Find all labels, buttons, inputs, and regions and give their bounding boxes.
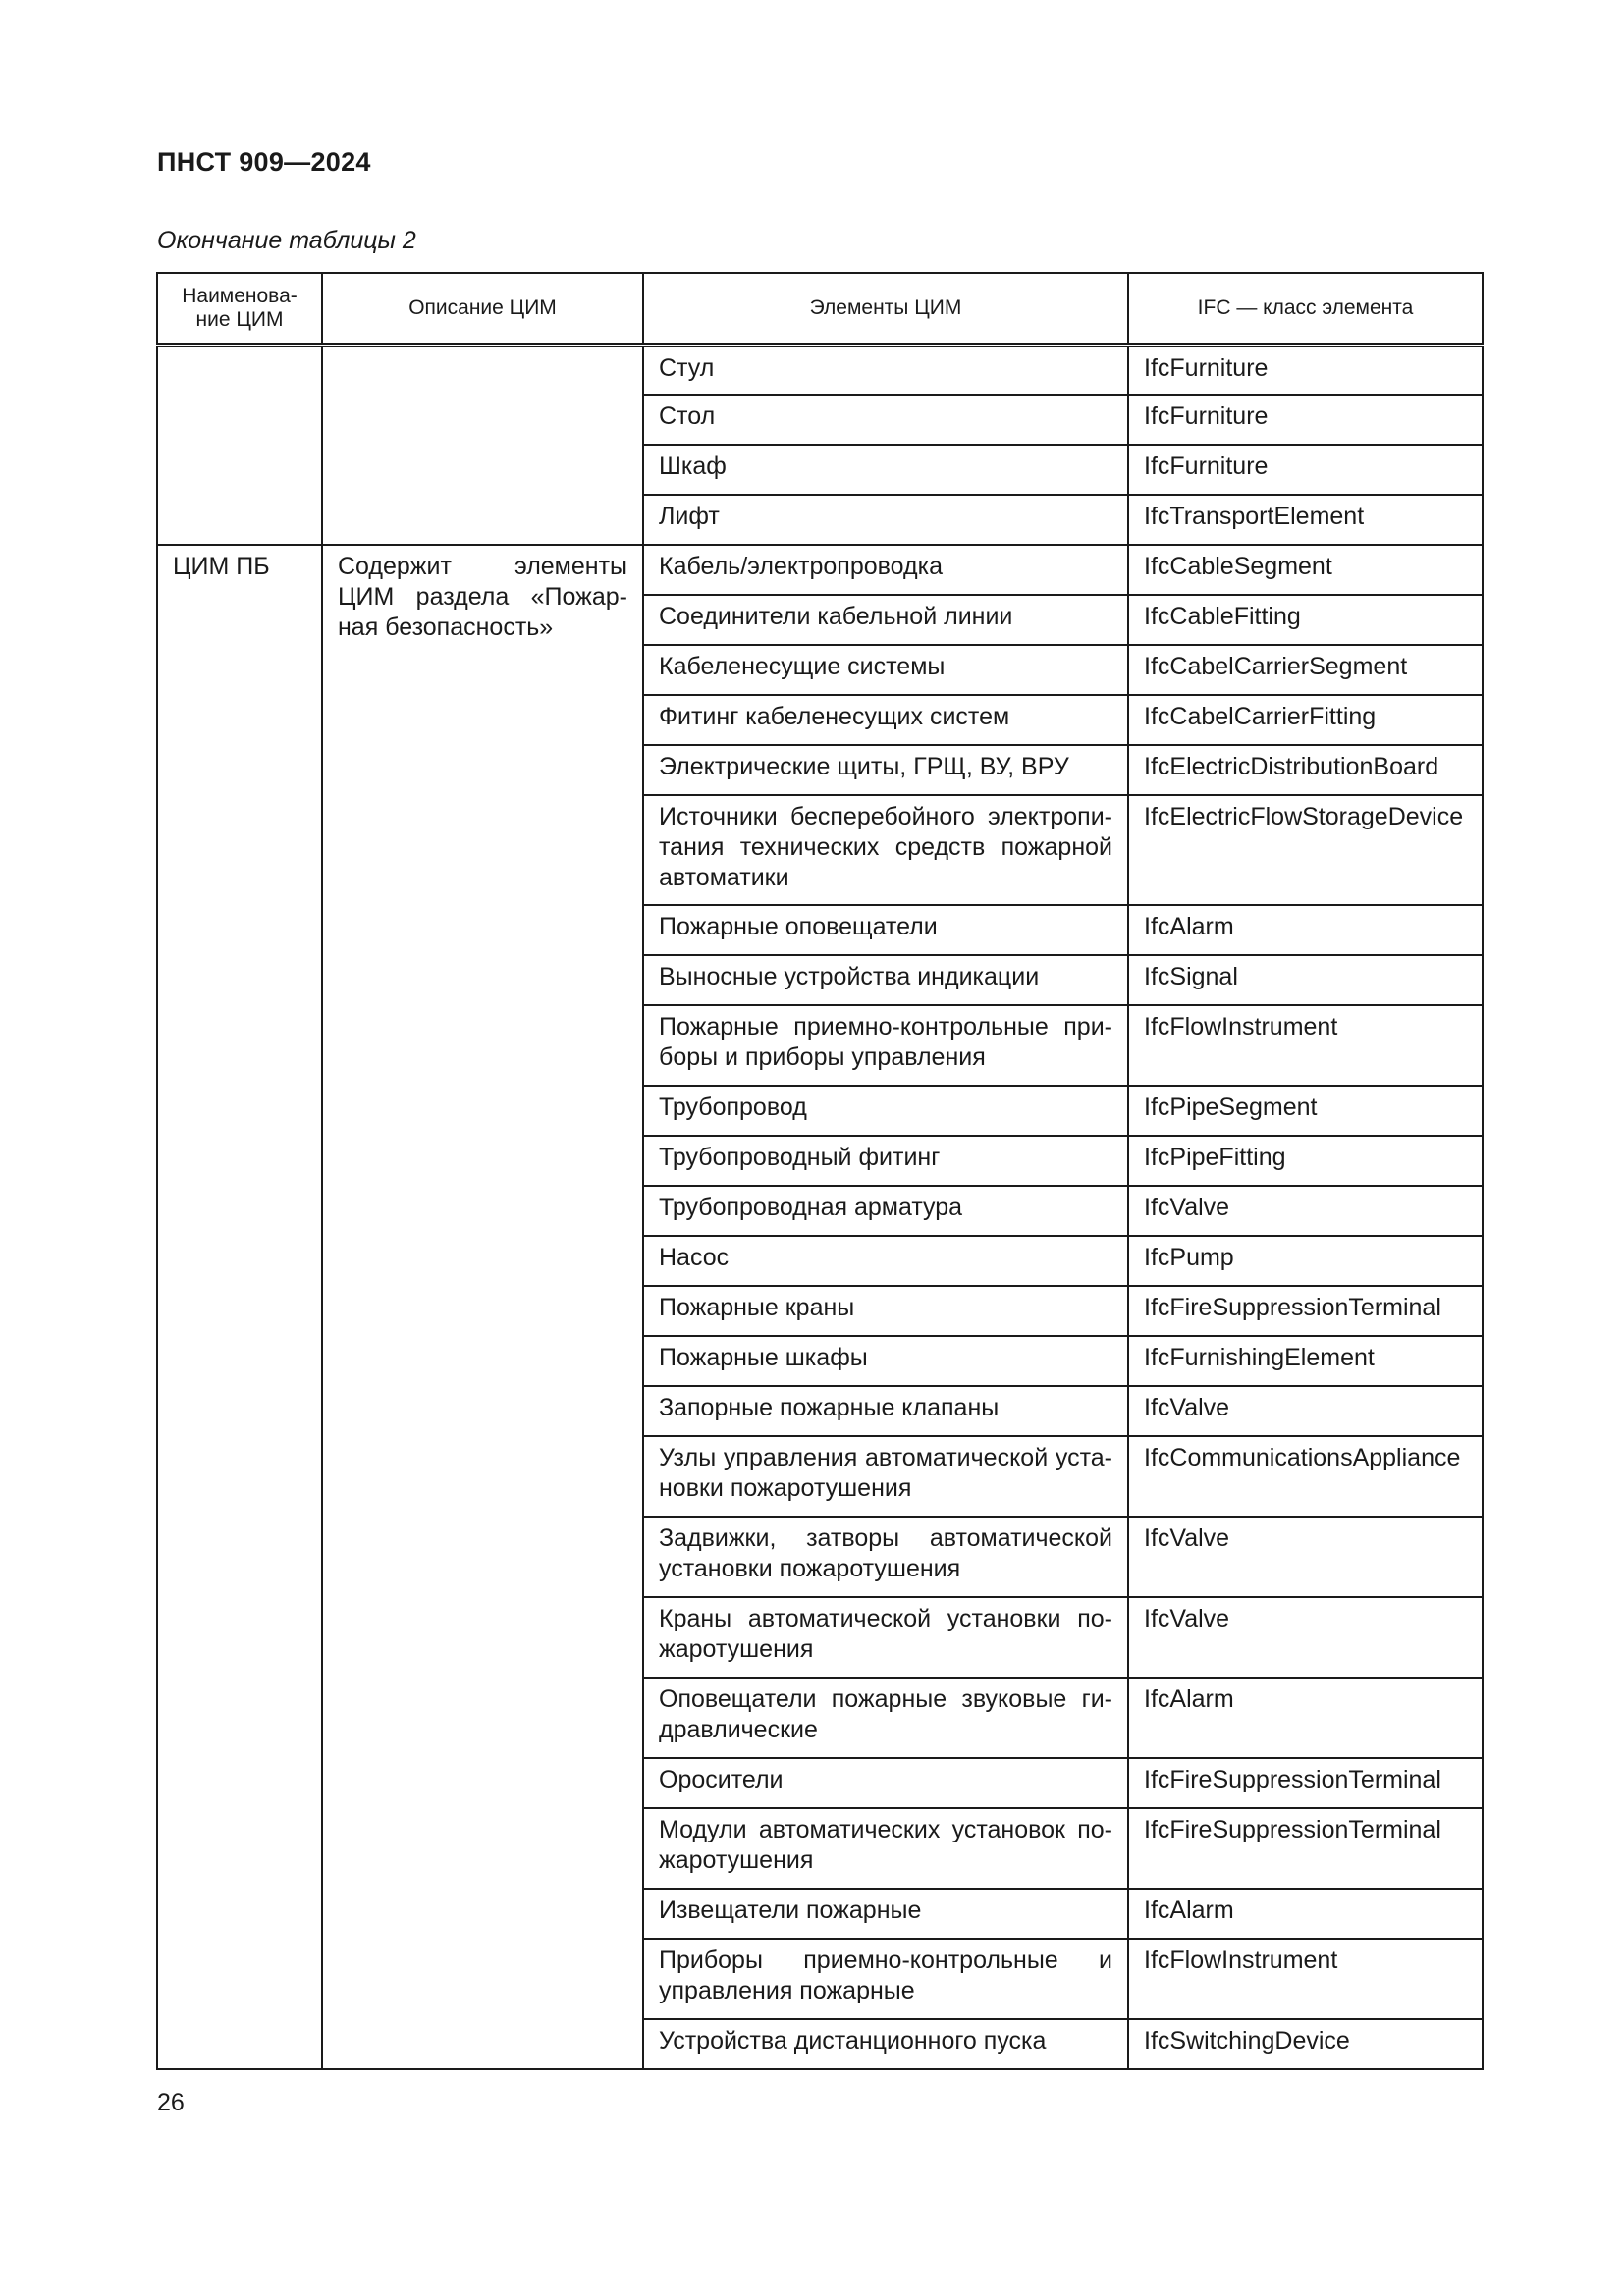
ifc-class-cell: IfcElectricDistributionBoard (1128, 745, 1483, 795)
element-cell: Пожарные шкафы (643, 1336, 1128, 1386)
ifc-class-cell: IfcFurnishingElement (1128, 1336, 1483, 1386)
element-cell: Задвижки, затворы автоматической установки пожаротушения (643, 1517, 1128, 1597)
ifc-class-cell: IfcPump (1128, 1236, 1483, 1286)
element-cell: Пожарные оповещатели (643, 905, 1128, 955)
element-cell: Трубопровод (643, 1086, 1128, 1136)
column-header-description: Описание ЦИМ (322, 273, 643, 345)
element-cell: Узлы управления автоматической уста-новки пожаротушения (643, 1436, 1128, 1517)
element-cell: Лифт (643, 495, 1128, 545)
table-header-row (157, 273, 1483, 345)
ifc-class-cell: IfcValve (1128, 1597, 1483, 1678)
column-header-ifc-class: IFC — класс элемента (1128, 273, 1483, 345)
element-cell: Шкаф (643, 445, 1128, 495)
element-cell: Выносные устройства индикации (643, 955, 1128, 1005)
ifc-class-cell: IfcValve (1128, 1386, 1483, 1436)
element-cell: Краны автоматической установки по-жаротушения (643, 1597, 1128, 1678)
element-cell: Модули автоматических установок по-жаротушения (643, 1808, 1128, 1889)
cim-elements-table (156, 272, 1484, 2070)
cim-name-cell: ЦИМ ПБ (157, 545, 322, 2069)
ifc-class-cell: IfcSignal (1128, 955, 1483, 1005)
ifc-class-cell: IfcAlarm (1128, 1889, 1483, 1939)
cim-description-cell: Содержит элементы ЦИМ раздела «Пожар-ная безопасность» (322, 545, 643, 2069)
element-cell: Пожарные приемно-контрольные при-боры и приборы управления (643, 1005, 1128, 1086)
element-cell: Кабель/электропроводка (643, 545, 1128, 595)
column-header-name (157, 273, 322, 345)
document-code: ПНСТ 909—2024 (157, 147, 371, 177)
element-cell: Стул (643, 345, 1128, 395)
ifc-class-cell: IfcPipeFitting (1128, 1136, 1483, 1186)
ifc-class-cell: IfcFireSuppressionTerminal (1128, 1808, 1483, 1889)
table-row (157, 345, 1483, 395)
ifc-class-cell: IfcAlarm (1128, 905, 1483, 955)
ifc-class-cell: IfcFlowInstrument (1128, 1939, 1483, 2019)
column-header-name-text: Наименова- ние ЦИМ (182, 284, 298, 331)
element-cell: Электрические щиты, ГРЩ, ВУ, ВРУ (643, 745, 1128, 795)
element-cell: Кабеленесущие системы (643, 645, 1128, 695)
element-cell: Насос (643, 1236, 1128, 1286)
element-cell: Оповещатели пожарные звуковые ги-дравлические (643, 1678, 1128, 1758)
element-cell: Источники бесперебойного электропи-тания технических средств пожарной автоматики (643, 795, 1128, 905)
table-caption: Окончание таблицы 2 (157, 227, 416, 254)
ifc-class-cell: IfcCabelCarrierSegment (1128, 645, 1483, 695)
ifc-class-cell: IfcCabelCarrierFitting (1128, 695, 1483, 745)
element-cell: Приборы приемно-контрольные и управления пожарные (643, 1939, 1128, 2019)
page-number: 26 (157, 2089, 185, 2116)
element-cell: Трубопроводная арматура (643, 1186, 1128, 1236)
ifc-class-cell: IfcCableFitting (1128, 595, 1483, 645)
cim-description-cell (322, 345, 643, 545)
element-cell: Соединители кабельной линии (643, 595, 1128, 645)
ifc-class-cell: IfcCableSegment (1128, 545, 1483, 595)
ifc-class-cell: IfcValve (1128, 1186, 1483, 1236)
element-cell: Оросители (643, 1758, 1128, 1808)
ifc-class-cell: IfcPipeSegment (1128, 1086, 1483, 1136)
table-row (157, 545, 1483, 595)
ifc-class-cell: IfcFurniture (1128, 445, 1483, 495)
element-cell: Трубопроводный фитинг (643, 1136, 1128, 1186)
element-cell: Пожарные краны (643, 1286, 1128, 1336)
ifc-class-cell: IfcAlarm (1128, 1678, 1483, 1758)
element-cell: Устройства дистанционного пуска (643, 2019, 1128, 2069)
ifc-class-cell: IfcValve (1128, 1517, 1483, 1597)
ifc-class-cell: IfcElectricFlowStorageDevice (1128, 795, 1483, 905)
ifc-class-cell: IfcFurniture (1128, 395, 1483, 445)
ifc-class-cell: IfcFireSuppressionTerminal (1128, 1286, 1483, 1336)
element-cell: Извещатели пожарные (643, 1889, 1128, 1939)
ifc-class-cell: IfcTransportElement (1128, 495, 1483, 545)
ifc-class-cell: IfcCommunicationsAppliance (1128, 1436, 1483, 1517)
ifc-class-cell: IfcFurniture (1128, 345, 1483, 395)
ifc-class-cell: IfcFireSuppressionTerminal (1128, 1758, 1483, 1808)
column-header-elements: Элементы ЦИМ (643, 273, 1128, 345)
ifc-class-cell: IfcFlowInstrument (1128, 1005, 1483, 1086)
cim-name-cell (157, 345, 322, 545)
ifc-class-cell: IfcSwitchingDevice (1128, 2019, 1483, 2069)
element-cell: Стол (643, 395, 1128, 445)
element-cell: Запорные пожарные клапаны (643, 1386, 1128, 1436)
element-cell: Фитинг кабеленесущих систем (643, 695, 1128, 745)
